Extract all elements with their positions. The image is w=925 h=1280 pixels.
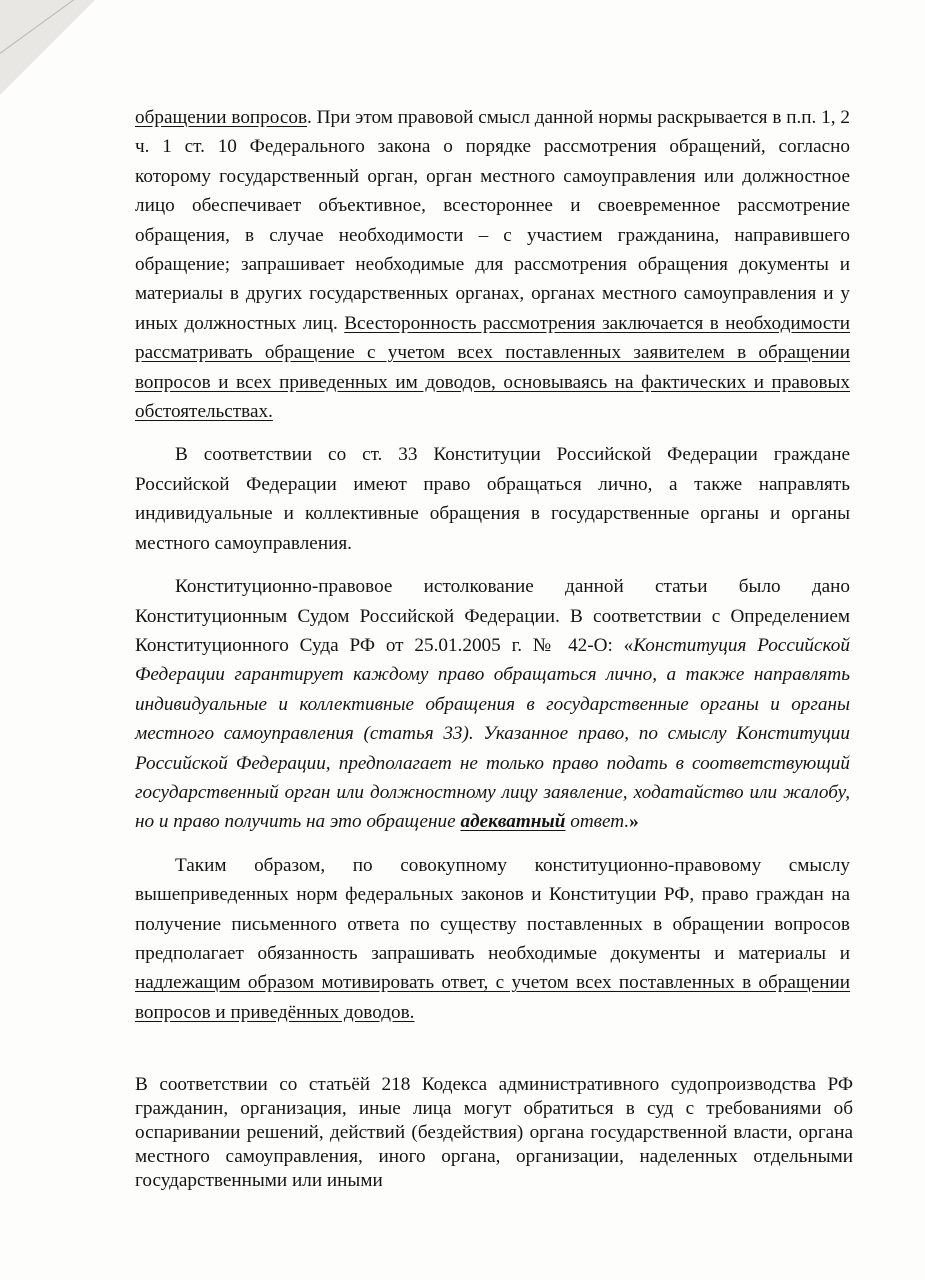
quote-text: Конституция Российской Федерации гарантирует каждому право обращаться лично, а также направлять индивидуальные и коллективные обращения в государственные органы и органы местного самоуправления (статья 33). Указанное право, по смыслу Конституции Российской Федерации, предполагает не только право подать в соответствующий государственный орган или должностному лицу заявление, ходатайство или жалобу, но и право получить на это обращение (135, 634, 850, 833)
paragraph-2: В соответствии со ст. 33 Конституции Российской Федерации граждане Российской Федерации имеют право обращаться лично, а также направлять индивидуальные и коллективные обращения в государственные органы и органы местного самоуправления. (135, 444, 850, 554)
quote-close-mark: » (629, 811, 639, 833)
paragraph-3 (135, 572, 850, 837)
paragraph-3-text: Конституционно-правовое истолкование данной статьи было дано Конституционным Судом Российской Федерации. В соответствии с Определением Конституционного Суда РФ от 25.01.2005 г. № 42-О: « (135, 576, 850, 656)
quote-emphasis: адекватный (460, 811, 566, 833)
document-body (135, 103, 850, 1027)
underlined-conclusion: надлежащим образом мотивировать ответ, с учетом всех поставленных в обращении вопросов и приведённых доводов. (135, 972, 850, 1023)
underlined-phrase: обращении вопросов (135, 107, 308, 128)
quote-end: ответ. (565, 811, 630, 833)
paragraph-1-text: . При этом правовой смысл данной нормы раскрывается в п.п. 1, 2 ч. 1 ст. 10 Федерального закона о порядке рассмотрения обращений, согласно которому государственный орган, орган местного самоуправления или должностное лицо обеспечивает объективное, всестороннее и своевременное рассмотрение обращения, в случае необходимости – с участием гражданина, направившего обращение; запрашивает необходимые для рассмотрения обращения документы и материалы в других государственных органах, органах местного самоуправления и у иных должностных лиц. (135, 107, 850, 334)
paragraph-4-text: Таким образом, по совокупному конституционно-правовому смыслу вышеприведенных норм федеральных законов и Конституции РФ, право граждан на получение письменного ответа по существу поставленных в обращении вопросов предполагает обязанность запрашивать необходимые документы и материалы и (135, 854, 850, 964)
folded-corner (0, 0, 95, 95)
paragraph-4 (135, 851, 850, 1027)
document-continuation (135, 1073, 853, 1193)
paragraph-5: В соответствии со статьёй 218 Кодекса административного судопроизводства РФ гражданин, организация, иные лица могут обратиться в суд с требованиями об оспаривании решений, действий (бездействия) органа государственной власти, органа местного самоуправления, иного органа, организации, наделенных отдельными государственными или иными (135, 1074, 853, 1191)
underlined-passage: Всесторонность рассмотрения заключается в необходимости рассматривать обращение с учетом всех поставленных заявителем в обращении вопросов и всех приведенных им доводов, основываясь на фактических и правовых обстоятельствах. (135, 312, 850, 423)
paragraph-1 (135, 103, 850, 426)
